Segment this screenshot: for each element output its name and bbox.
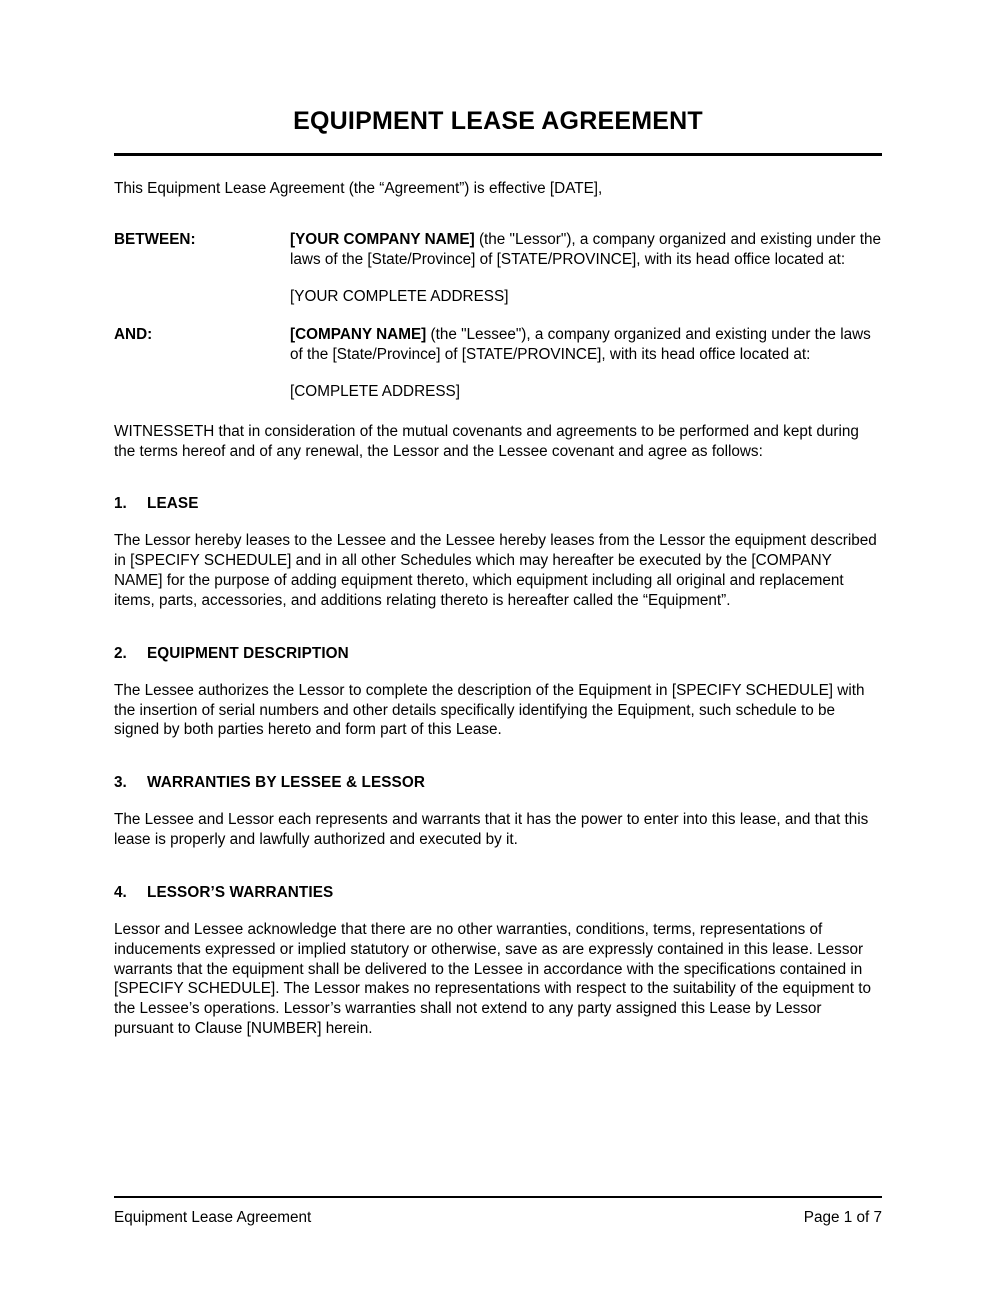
party-detail-lessor: (the "Lessor"), a company organized and existing under the laws of the [State/Province] of [STATE/PROVINCE], with its head office located at: (290, 231, 881, 269)
party-name-lessee: [COMPANY NAME] (290, 326, 427, 343)
section-body-2: The Lessee authorizes the Lessor to complete the description of the Equipment in [SPECIFY SCHEDULE] with the insertion of serial numbers and other details specifically identifying the Equipment, such schedule to be signed by both parties hereto and form part of this Lease. (114, 681, 865, 739)
section-title-1: LEASE (147, 495, 199, 513)
section-title-3: WARRANTIES BY LESSEE & LESSOR (147, 774, 426, 792)
section-heading-1 (114, 494, 882, 514)
party-row-lessee (114, 325, 882, 402)
footer-document-name: Equipment Lease Agreement (114, 1208, 312, 1226)
intro-paragraph: This Equipment Lease Agreement (the “Agreement”) is effective [DATE], (114, 179, 603, 197)
section-4 (114, 883, 882, 1039)
section-title-4: LESSOR’S WARRANTIES (147, 883, 334, 901)
section-heading-2 (114, 644, 882, 664)
witnesseth-paragraph: WITNESSETH that in consideration of the mutual covenants and agreements to be performed and kept during the terms hereof and of any renewal, the Lessor and the Lessee covenant and agree as follows: (114, 422, 859, 460)
section-number-4: 4. (114, 883, 127, 901)
party-row-lessor (114, 230, 882, 307)
section-body-4: Lessor and Lessee acknowledge that there are no other warranties, conditions, terms, representations of inducements expressed or implied statutory or otherwise, save as are expressly contained in this lease. Lessor warrants that the equipment shall be delivered to the Lessee in accordance with the specifications contained in [SPECIFY SCHEDULE]. The Lessor makes no representations with respect to the suitability of the equipment to the Lessee’s operations. Lessor’s warranties shall not extend to any party assigned this Lease by Lessor pursuant to Clause [NUMBER] herein. (114, 920, 872, 1038)
party-detail-lessee: (the "Lessee"), a company organized and existing under the laws of the [State/Province] of [STATE/PROVINCE], with its head office located at: (290, 326, 871, 363)
party-body-lessor (290, 230, 882, 307)
parties-block (114, 230, 882, 401)
party-address-lessor: [YOUR COMPLETE ADDRESS] (290, 288, 509, 306)
page-footer (114, 1196, 882, 1227)
section-heading-3 (114, 773, 882, 793)
title-divider (114, 153, 882, 156)
footer-row (114, 1208, 882, 1228)
section-3 (114, 773, 882, 850)
section-1 (114, 494, 882, 610)
document-content (114, 0, 882, 1039)
page-title: EQUIPMENT LEASE AGREEMENT (293, 107, 703, 135)
section-2 (114, 644, 882, 741)
party-body-lessee (290, 325, 882, 402)
party-label-and: AND: (114, 326, 153, 343)
party-description-lessee (290, 325, 882, 365)
footer-divider (114, 1196, 882, 1198)
section-body-1: The Lessor hereby leases to the Lessee and the Lessee hereby leases from the Lessor the equipment described in [SPECIFY SCHEDULE] and in all other Schedules which may hereafter be executed by the [COMPANY NAME] for the purpose of adding equipment thereto, which equipment including all original and replacement items, parts, accessories, and additions relating thereto is hereafter called the “Equipment”. (114, 532, 877, 609)
party-description-lessor (290, 230, 882, 270)
section-number-1: 1. (114, 495, 127, 513)
section-title-2: EQUIPMENT DESCRIPTION (147, 644, 349, 662)
party-name-lessor: [YOUR COMPANY NAME] (290, 231, 475, 249)
footer-page-number: Page 1 of 7 (803, 1208, 882, 1226)
section-number-2: 2. (114, 644, 127, 662)
section-number-3: 3. (114, 774, 127, 792)
section-body-3: The Lessee and Lessor each represents and warrants that it has the power to enter into this lease, and that this lease is properly and lawfully authorized and executed by it. (114, 811, 869, 848)
party-label-between: BETWEEN: (114, 231, 196, 249)
party-address-lessee: [COMPLETE ADDRESS] (290, 382, 461, 400)
section-heading-4 (114, 883, 882, 903)
